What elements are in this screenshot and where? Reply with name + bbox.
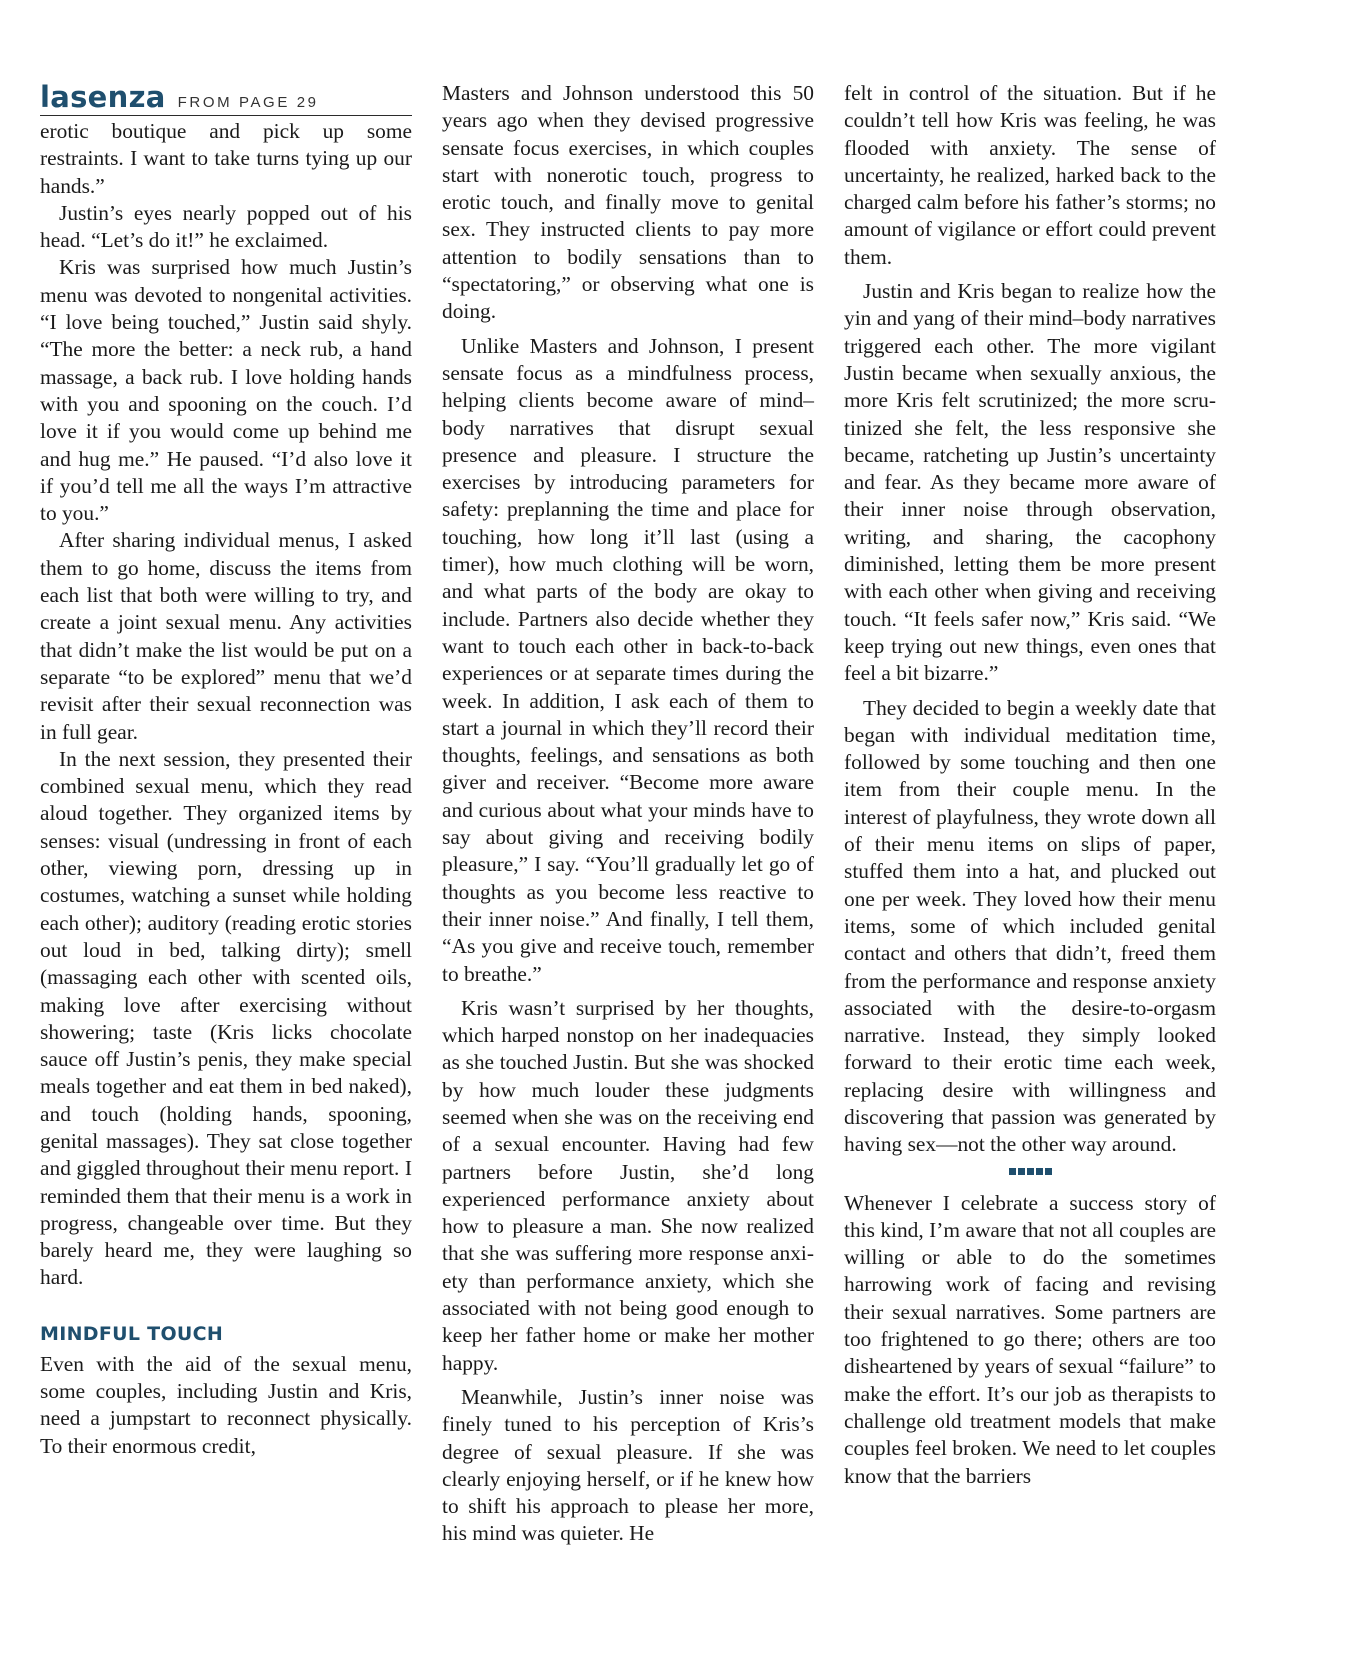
- continuation-header: [40, 80, 412, 116]
- paragraph: Whenever I celebrate a success story of this kind, I’m aware that not all couples are willing or able to do the sometimes harrowing work of facing and revising their sexual narratives. Some partners are too frightened to go there; others are too disheartened by years of sexual “failure” to make the effort. It’s our job as therapists to challenge old treatment models that make couples feel broken. We need to let couples know that the barriers: [844, 1190, 1216, 1488]
- paragraph: After sharing individual menus, I asked them to go home, discuss the items from each list that both were willing to try, and create a joint sexual menu. Any activities that didn’t make the list would be put on a separate “to be explored” menu that we’d revisit after their sexual reconnection was in full gear.: [40, 528, 412, 744]
- header-from-page: FROM PAGE 29: [177, 94, 319, 111]
- section-separator-icon: [844, 1159, 1216, 1186]
- paragraph: In the next session, they presented their combined sexual menu, which they read aloud together. They organized items by senses: visual (undressing in front of each other, viewing porn, dressing up in costumes, watching a sunset while holding each other); auditory (reading erotic stories out loud in bed, talking dirty); smell (massaging each other with scented oils, making love after exercising without showering; taste (Kris licks chocolate sauce off Justin’s penis, they make special meals together and eat them in bed naked), and touch (holding hands, spooning, genital massages). They sat close together and giggled throughout their menu report. I reminded them that their menu is a work in progress, changeable over time. But they barely heard me, they were laughing so hard.: [40, 746, 412, 1290]
- paragraph: They decided to begin a weekly date that began with individual meditation time, followed by some touching and then one item from their couple menu. In the interest of playfulness, they wrote down all of their menu items on slips of paper, stuffed them into a hat, and plucked out one per week. They loved how their menu items, some of which included genital contact and others that didn’t, freed them from the performance and response anxiety associated with the desire-to-orgasm narrative. Instead, they simply looked forward to their erotic time each week, replacing desire with willingness and discovering that passion was generated by having sex—not the other way around.: [844, 695, 1216, 1157]
- paragraph: Justin and Kris began to realize how the yin and yang of their mind–body narratives triggered each other. The more vigilant Justin became when sexually anxious, the more Kris felt scrutinized; the more scrutinized she felt, the less responsive she became, ratcheting up Justin’s uncertainty and fear. As they became more aware of their inner noise through observation, writing, and sharing, the cacophony diminished, letting them be more present with each other when giving and receiving touch. “It feels safer now,” Kris said. “We keep trying out new things, even ones that feel a bit bizarre.”: [844, 279, 1216, 686]
- paragraph: Kris was surprised how much Justin’s menu was devoted to nongenital activities. “I love being touched,” Justin said shyly. “The more the better: a neck rub, a hand massage, a back rub. I love holding hands with you and spooning on the couch. I’d love it if you would come up behind me and hug me.” He paused. “I’d also love it if you’d tell me all the ways I’m attractive to you.”: [40, 255, 412, 526]
- paragraph: Unlike Masters and Johnson, I present sensate focus as a mindfulness process, helping clients become aware of mind–body narratives that disrupt sexual presence and pleasure. I structure the exercises by introducing parameters for safety: preplanning the time and place for touching, how long it’ll last (using a timer), how much clothing will be worn, and what parts of the body are okay to include. Partners also decide whether they want to touch each other in back-to-back experiences or at separate times during the week. In addition, I ask each of them to start a journal in which they’ll record their thoughts, feelings, and sensations as both giver and receiver. “Become more aware and curious about what your minds have to say about giving and receiving bodily pleasure,” I say. “You’ll gradually let go of thoughts as you become less reactive to their inner noise.” And finally, I tell them, “As you give and receive touch, remember to breathe.”: [442, 333, 814, 986]
- column-3: [844, 80, 1216, 1490]
- column-1: [40, 80, 412, 1460]
- header-brand: lasenza: [40, 80, 166, 114]
- paragraph: Kris wasn’t surprised by her thoughts, which harped nonstop on her inadequacies as she touched Justin. But she was shocked by how much louder these judgments seemed when she was on the receiving end of a sexual encounter. Having had few partners before Justin, she’d long experienced performance anxiety about how to pleasure a man. She now realized that she was suffering more response anxiety than performance anxiety, which she associated with not being good enough to keep her father home or make her mother happy.: [442, 995, 814, 1375]
- paragraph: Justin’s eyes nearly popped out of his head. “Let’s do it!” he exclaimed.: [40, 200, 412, 253]
- paragraph: Masters and Johnson understood this 50 years ago when they devised progressive sensate focus exercises, in which couples start with nonerotic touch, progress to erotic touch, and finally move to genital sex. They instructed clients to pay more attention to bodily sensations than to “spectatoring,” or observing what one is doing.: [442, 81, 814, 324]
- paragraph: erotic boutique and pick up some restraints. I want to take turns tying up our hands.”: [40, 119, 412, 198]
- section-subhead: MINDFUL TOUCH: [40, 1322, 224, 1345]
- paragraph: felt in control of the situation. But if he couldn’t tell how Kris was feeling, he was flooded with anxiety. The sense of uncertainty, he realized, harked back to the charged calm before his father’s storms; no amount of vigilance or effort could prevent them.: [844, 81, 1216, 269]
- magazine-page: [40, 80, 1220, 1640]
- paragraph: Even with the aid of the sexual menu, some couples, including Justin and Kris, need a jumpstart to reconnect physically. To their enormous credit,: [40, 1351, 412, 1458]
- column-2: [442, 80, 814, 1548]
- paragraph: Meanwhile, Justin’s inner noise was finely tuned to his perception of Kris’s degree of sexual pleasure. If she was clearly enjoying herself, or if he knew how to shift his approach to please her more, his mind was quieter. He: [442, 1384, 814, 1546]
